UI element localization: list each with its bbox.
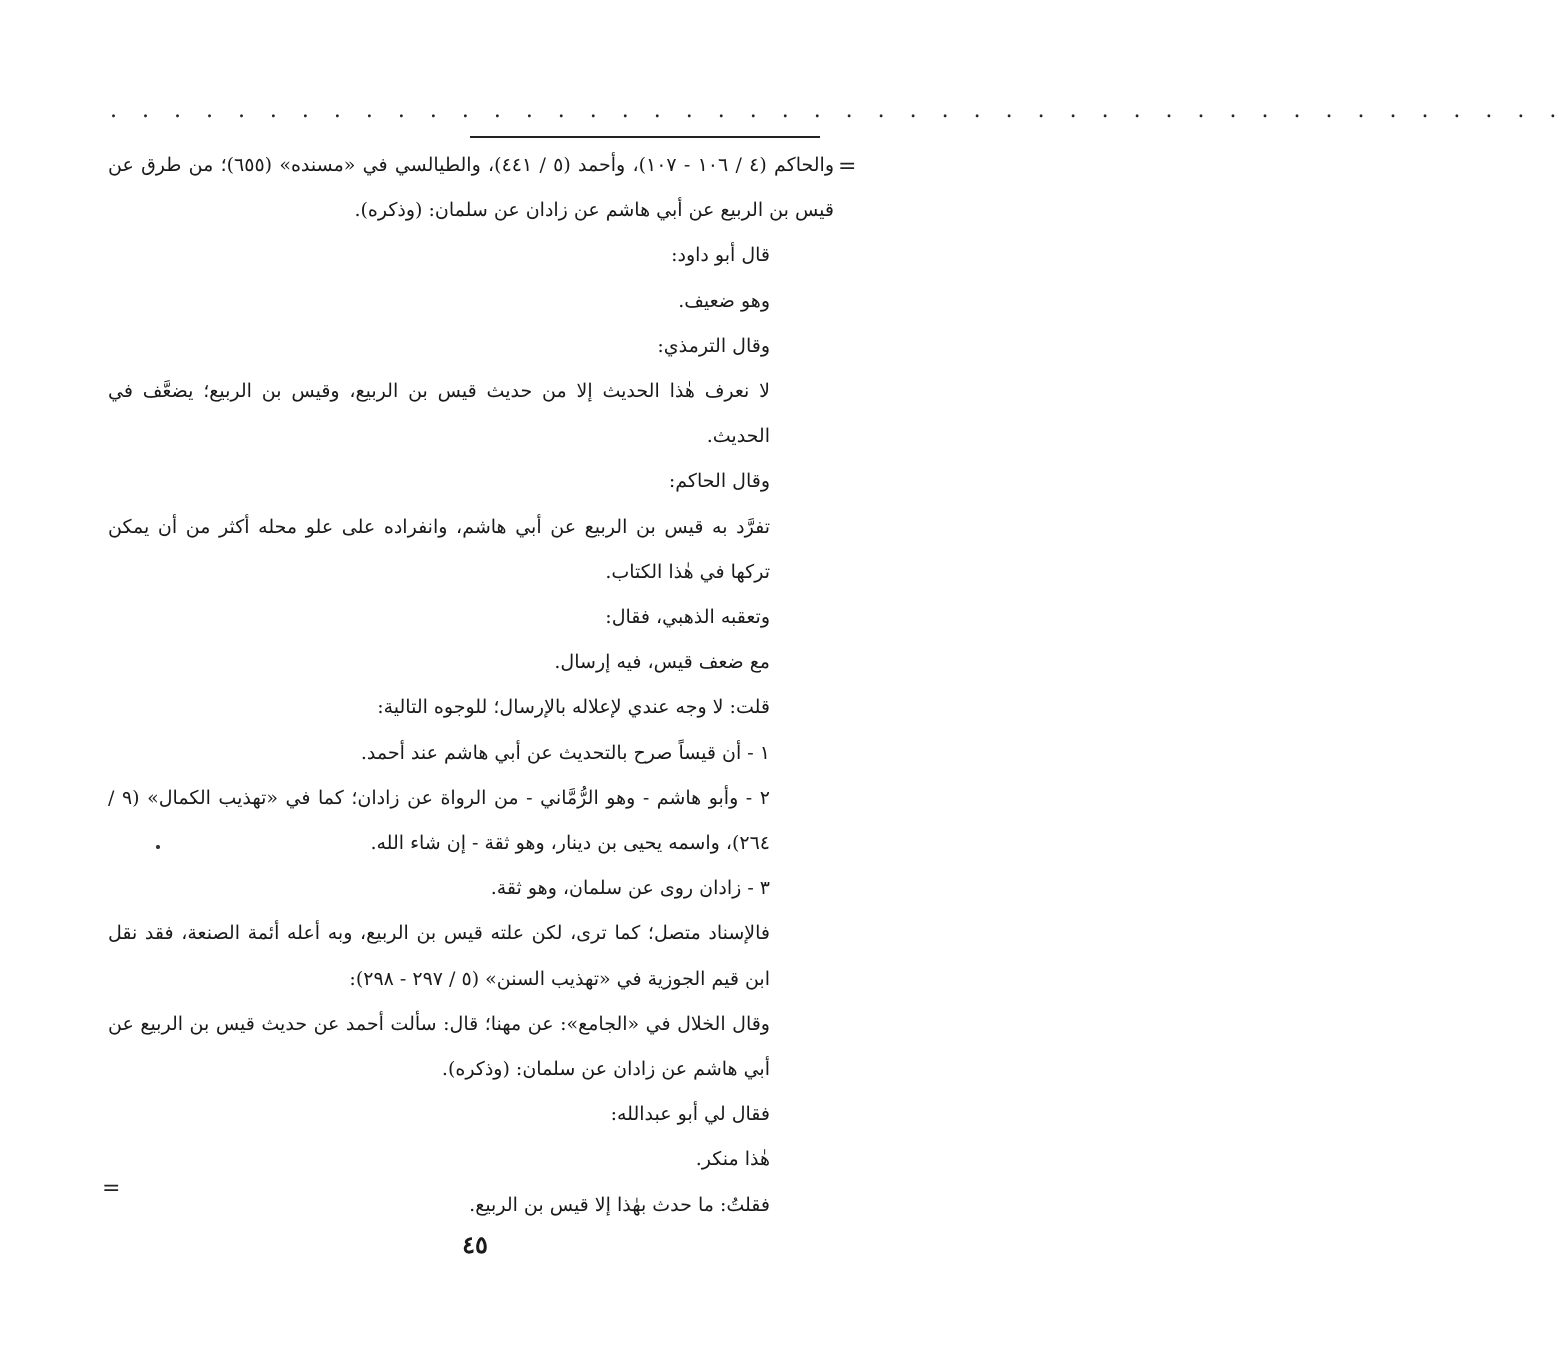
paragraph-hakim-heading: وقال الحاكم:: [668, 470, 770, 493]
paragraph-ahmad-reply-heading: فقال لي أبو عبدالله:: [610, 1103, 770, 1126]
page-number: ٤٥: [462, 1230, 488, 1259]
header-dot-leader: . . . . . . . . . . . . . . . . . . . . . . . . . . . . . . . . . . . . . . . . . . . . . .: [110, 98, 1565, 123]
paragraph-author-comment: قلت: لا وجه عندي لإعلاله بالإرسال؛ للوجوه التالية:: [377, 696, 770, 719]
paragraph-tirmidhi-quote: لا نعرف هٰذا الحديث إلا من حديث قيس بن الربيع، وقيس بن الربيع؛ يضعَّف في الحديث.: [108, 380, 770, 448]
paragraph-hakim-quote: تفرَّد به قيس بن الربيع عن أبي هاشم، وانفراده على علو محله أكثر من أن يمكن تركها في هٰذا الكتاب.: [108, 515, 770, 583]
paragraph-dhahabi-heading: وتعقبه الذهبي، فقال:: [605, 606, 770, 629]
paragraph-sources: والحاكم (٤ / ١٠٦ - ١٠٧)، وأحمد (٥ / ٤٤١)، والطيالسي في «مسنده» (٦٥٥)؛ من طرق عن قيس بن الربيع عن أبي هاشم عن زادان عن سلمان: (وذكره).: [108, 154, 835, 222]
paragraph-abu-dawud-quote: وهو ضعيف.: [678, 289, 770, 312]
footnote-separator-rule: [470, 136, 820, 138]
continuation-mark-top: =: [838, 154, 857, 179]
paragraph-point-2: ٢ - وأبو هاشم - وهو الرُّمَّاني - من الرواة عن زادان؛ كما في «تهذيب الكمال» (٩ / ٢٦٤)، واسمه يحيى بن دينار، وهو ثقة - إن شاء الله.: [108, 786, 770, 855]
paragraph-khallal: وقال الخلال في «الجامع»: عن مهنا؛ قال: سألت أحمد عن حديث قيس بن الربيع عن أبي هاشم عن زادان عن سلمان: (وذكره).: [108, 1012, 770, 1081]
paragraph-conclusion: فالإسناد متصل؛ كما ترى، لكن علته قيس بن الربيع، وبه أعله أئمة الصنعة، فقد نقل ابن قيم الجوزية في «تهذيب السنن» (٥ / ٢٩٧ - ٢٩٨):: [108, 922, 770, 990]
paragraph-dhahabi-quote: مع ضعف قيس، فيه إرسال.: [554, 651, 770, 674]
paragraph-point-3: ٣ - زادان روى عن سلمان، وهو ثقة.: [490, 877, 770, 900]
paragraph-point-1: ١ - أن قيساً صرح بالتحديث عن أبي هاشم عند أحمد.: [360, 741, 770, 764]
paragraph-tirmidhi-heading: وقال الترمذي:: [657, 334, 770, 357]
continuation-mark-bottom: =: [102, 1176, 121, 1201]
stray-dot: [156, 845, 160, 849]
body-text: [108, 143, 834, 1228]
paragraph-ahmad-reply: هٰذا منكر.: [695, 1148, 770, 1171]
paragraph-final-question: فقلتُ: ما حدث بهٰذا إلا قيس بن الربيع.: [469, 1193, 770, 1216]
paragraph-abu-dawud-heading: قال أبو داود:: [671, 244, 770, 267]
